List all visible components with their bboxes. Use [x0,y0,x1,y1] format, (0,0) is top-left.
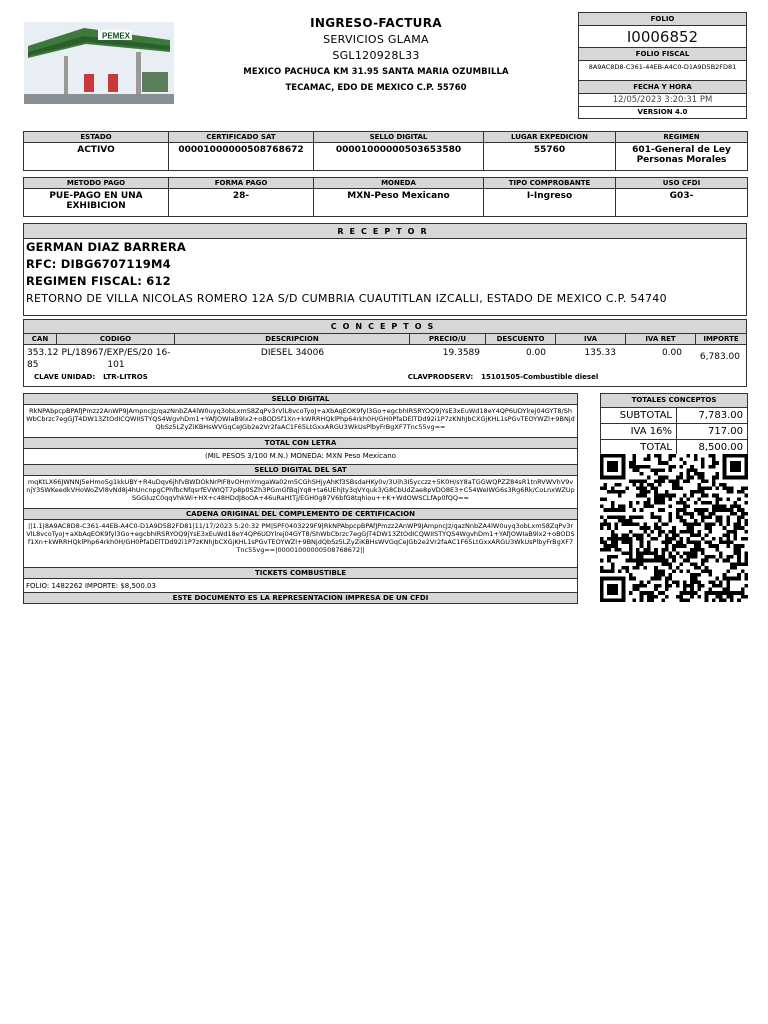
col-iva-ret: IVA RET [626,334,696,344]
col-can: CAN [24,334,57,344]
regimen-value: 601-General de Ley Personas Morales [616,143,748,171]
company-address: MEXICO PACHUCA KM 31.95 SANTA MARIA OZUMBILLA [243,67,509,77]
receptor-heading: RECEPTOR [24,224,746,239]
estado-header: ESTADO [24,132,169,143]
metodo-pago-header: METODO PAGO [24,178,169,189]
concepto-descuento: 0.00 [525,348,546,358]
uso-cfdi-header: USO CFDI [616,178,748,189]
sello-value: 00001000000503653580 [314,143,484,171]
tickets-value: FOLIO: 1482262 IMPORTE: $8,500.03 [23,579,578,592]
company-address-city: TECAMAC, EDO DE MEXICO C.P. 55760 [285,83,467,93]
total-row [601,439,747,455]
total-letra-value: (MIL PESOS 3/100 M.N.) MONEDA: MXN Peso Mexicano [23,449,578,464]
sello-sat-heading: SELLO DIGITAL DEL SAT [23,464,578,476]
totales-box [600,393,748,456]
conceptos-heading: CONCEPTOS [24,320,746,334]
pemex-logo [24,22,174,104]
sello-sat-value: mqKtLX66JWNNJ5eHmo5g1kkUBY+R4uDqv6jhfvBWDOkNrPIF8vOHmYmgaWa02m5CGhSHjyAhKf3SBsdaHKy0v/3Uih3I5ycczz+5K0H/sY8aTGGWQPZZ84sR1tnRVWVhV9vnjY3SWKeedkVHoWoZVl8vNd8j4hUncnpgCPhfbcNfqsrfEVWIQT7p8p0SZh3PGmGfBqjYq8+ta6UEhjty3qVYquk3/G8CbUdZae8pVDO8E3+C54WeIWG6s3Rg6Rk/CoLnxWZUpSGGluzC0qqVhkWi+HX+c48HDdJ8oOA+46uRaHtTj/EGH0g87V6bfG8tqhiou++K+WdOWSCLfAp0fQQ== [23,476,578,508]
cadena-heading: CADENA ORIGINAL DEL COMPLEMENTO DE CERTIFICACION [23,508,578,520]
concepto-descripcion: DIESEL 34006 [260,348,325,358]
tipo-comprobante-header: TIPO COMPROBANTE [484,178,616,189]
folio-label: FOLIO [579,13,746,26]
sello-header: SELLO DIGITAL [314,132,484,143]
concepto-precio: 19.3589 [442,348,480,358]
conceptos-section [23,319,747,387]
concepto-claves [24,371,746,383]
folio-fiscal-label: FOLIO FISCAL [579,48,746,61]
receptor-regimen: REGIMEN FISCAL: 612 [26,274,171,288]
company-rfc: SGL120928L33 [332,49,420,62]
lugar-value: 55760 [484,143,616,171]
receptor-address: RETORNO DE VILLA NICOLAS ROMERO 12A S/D CUMBRIA CUAUTITLAN IZCALLI, ESTADO DE MEXICO C.P. 54740 [26,292,667,305]
col-importe: IMPORTE [703,335,739,343]
concepto-codigo: PL/18967/EXP/ES/20 16-101 [61,348,171,370]
estado-value: ACTIVO [24,143,169,171]
forma-pago-header: FORMA PAGO [169,178,314,189]
concepto-can: 353.12 85 [27,348,59,370]
col-iva: IVA [556,334,626,344]
forma-pago-value: 28- [169,189,314,217]
info-table-1 [23,131,748,171]
uso-cfdi-value: G03- [616,189,748,217]
sello-digital-heading: SELLO DIGITAL [23,393,578,405]
col-descuento: DESCUENTO [486,334,556,344]
moneda-value: MXN-Peso Mexicano [314,189,484,217]
col-descripcion: DESCRIPCION [175,334,410,344]
folio-fiscal-value: 8A9AC8D8-C361-44EB-A4C0-D1A9D5B2FD81 [579,61,746,81]
tipo-comprobante-value: I-Ingreso [484,189,616,217]
totales-heading: TOTALES CONCEPTOS [601,394,747,407]
receptor-rfc: RFC: DIBG6707119M4 [26,257,171,271]
clave-unidad-value: LTR-LITROS [103,373,148,381]
total-letra-heading: TOTAL CON LETRA [23,437,578,449]
sello-digital-value: RkNPAbpcpBPAfJPmzz2AnWP9JAmpncJz/qazNnbZA4lW0uyq3obLxmS8ZqPv3rVlL8vcoTyoJ+aXbAqEOK9fyl3Go+egcbhIRSRYOQ9jYsE3xEuWd18eY4QP6UDYlrej04GYT8/ShWbCbrzc7egGJT4DW13ZtOdICQWIISTYQS4WgvhDm1+YAfJOWIaB9lx2+oBODSf1Xn+kWRRHQklPhp64rkh0H/GH0PfaDElTDd92i1P7zKNhJbCXGjKHL1sPGvTEOYWZl+9BNjdQbSz5LZyZiKBHsWVGqCeJGb2e2Vr2faAC1F65LtGxxARGU3WkUsPlbyFrBgXF7Tnc55vg== [23,405,578,437]
conceptos-columns [24,334,746,345]
fecha-label: FECHA Y HORA [579,81,746,94]
clavprodserv-label: CLAVPRODSERV: [407,373,474,381]
total-value: 8,500.00 [698,442,743,453]
version-label: VERSION 4.0 [637,108,688,116]
folio-box [578,12,747,119]
clave-unidad-label: CLAVE UNIDAD: [34,373,96,381]
lugar-header: LUGAR EXPEDICION [484,132,616,143]
qr-code-icon [598,454,750,602]
subtotal-label: SUBTOTAL [601,408,677,423]
tickets-heading: TICKETS COMBUSTIBLE [23,567,578,579]
fecha-value: 12/05/2023 3:20:31 PM [579,94,746,107]
col-codigo: CODIGO [57,334,175,344]
clavprodserv-value: 15101505-Combustible diesel [481,373,599,381]
certificado-value: 00001000000508768672 [169,143,314,171]
company-name: SERVICIOS GLAMA [323,33,429,46]
info-table-2 [23,177,748,217]
metodo-pago-value: PUE-PAGO EN UNA EXHIBICION [24,189,169,217]
iva-label: IVA 16% [601,424,677,439]
subtotal-row [601,407,747,423]
receptor-section [23,223,747,316]
document-title: INGRESO-FACTURA [310,16,442,30]
cadena-value: ||1.1|8A9AC8D8-C361-44EB-A4C0-D1A9D5B2FD81|11/17/2023 5:20:32 PM|SPF0403229F9|RkNPAbpcpBPAfJPmzz2AnWP9JAmpncJz/qazNnbZA4lW0uyq3obLxmS8ZqPv3rVlL8vcoTyoJ+aXbAqEOK9fyl3Go+egcbhIRSRYOQ9jYsE3xEuWd18eY4QP6UDYlrej04GYT8/ShWbCbrzc7egGJT4DW13ZtOdICQWIISTYQS4WgvhDm1+YAfJOWIaB9lx2+oBODSf1Xn+kWRRHQklPhp64rkh0H/GH0PfaDElTDd92i1P7zKNhJbCXGjKHL1sPGvTEOYWZl+9BNjdQbSz5LZyZiKBHsWVGqCeJGb2e2Vr2faAC1F65LtGxxARGU3WkUsPlbyFrBgXF7Tnc55vg==|00001000000508768672|| [23,520,578,567]
receptor-name: GERMAN DIAZ BARRERA [26,240,186,254]
sellos-section [23,393,578,604]
concepto-importe: 6,783.00 [699,352,740,362]
logo-text: PEMEX [102,31,131,41]
concepto-iva: 135.33 [584,348,616,358]
moneda-header: MONEDA [314,178,484,189]
iva-value: 717.00 [708,426,743,437]
col-precio: PRECIO/U [410,334,486,344]
certificado-header: CERTIFICADO SAT [169,132,314,143]
concepto-iva-ret: 0.00 [661,348,682,358]
company-header [180,14,572,93]
total-label: TOTAL [601,440,677,455]
regimen-header: REGIMEN [616,132,748,143]
subtotal-value: 7,783.00 [698,410,743,421]
concepto-row [24,345,746,371]
cfdi-legend: ESTE DOCUMENTO ES LA REPRESENTACION IMPRESA DE UN CFDI [23,592,578,604]
folio-value: I0006852 [579,26,746,48]
iva-row [601,423,747,439]
